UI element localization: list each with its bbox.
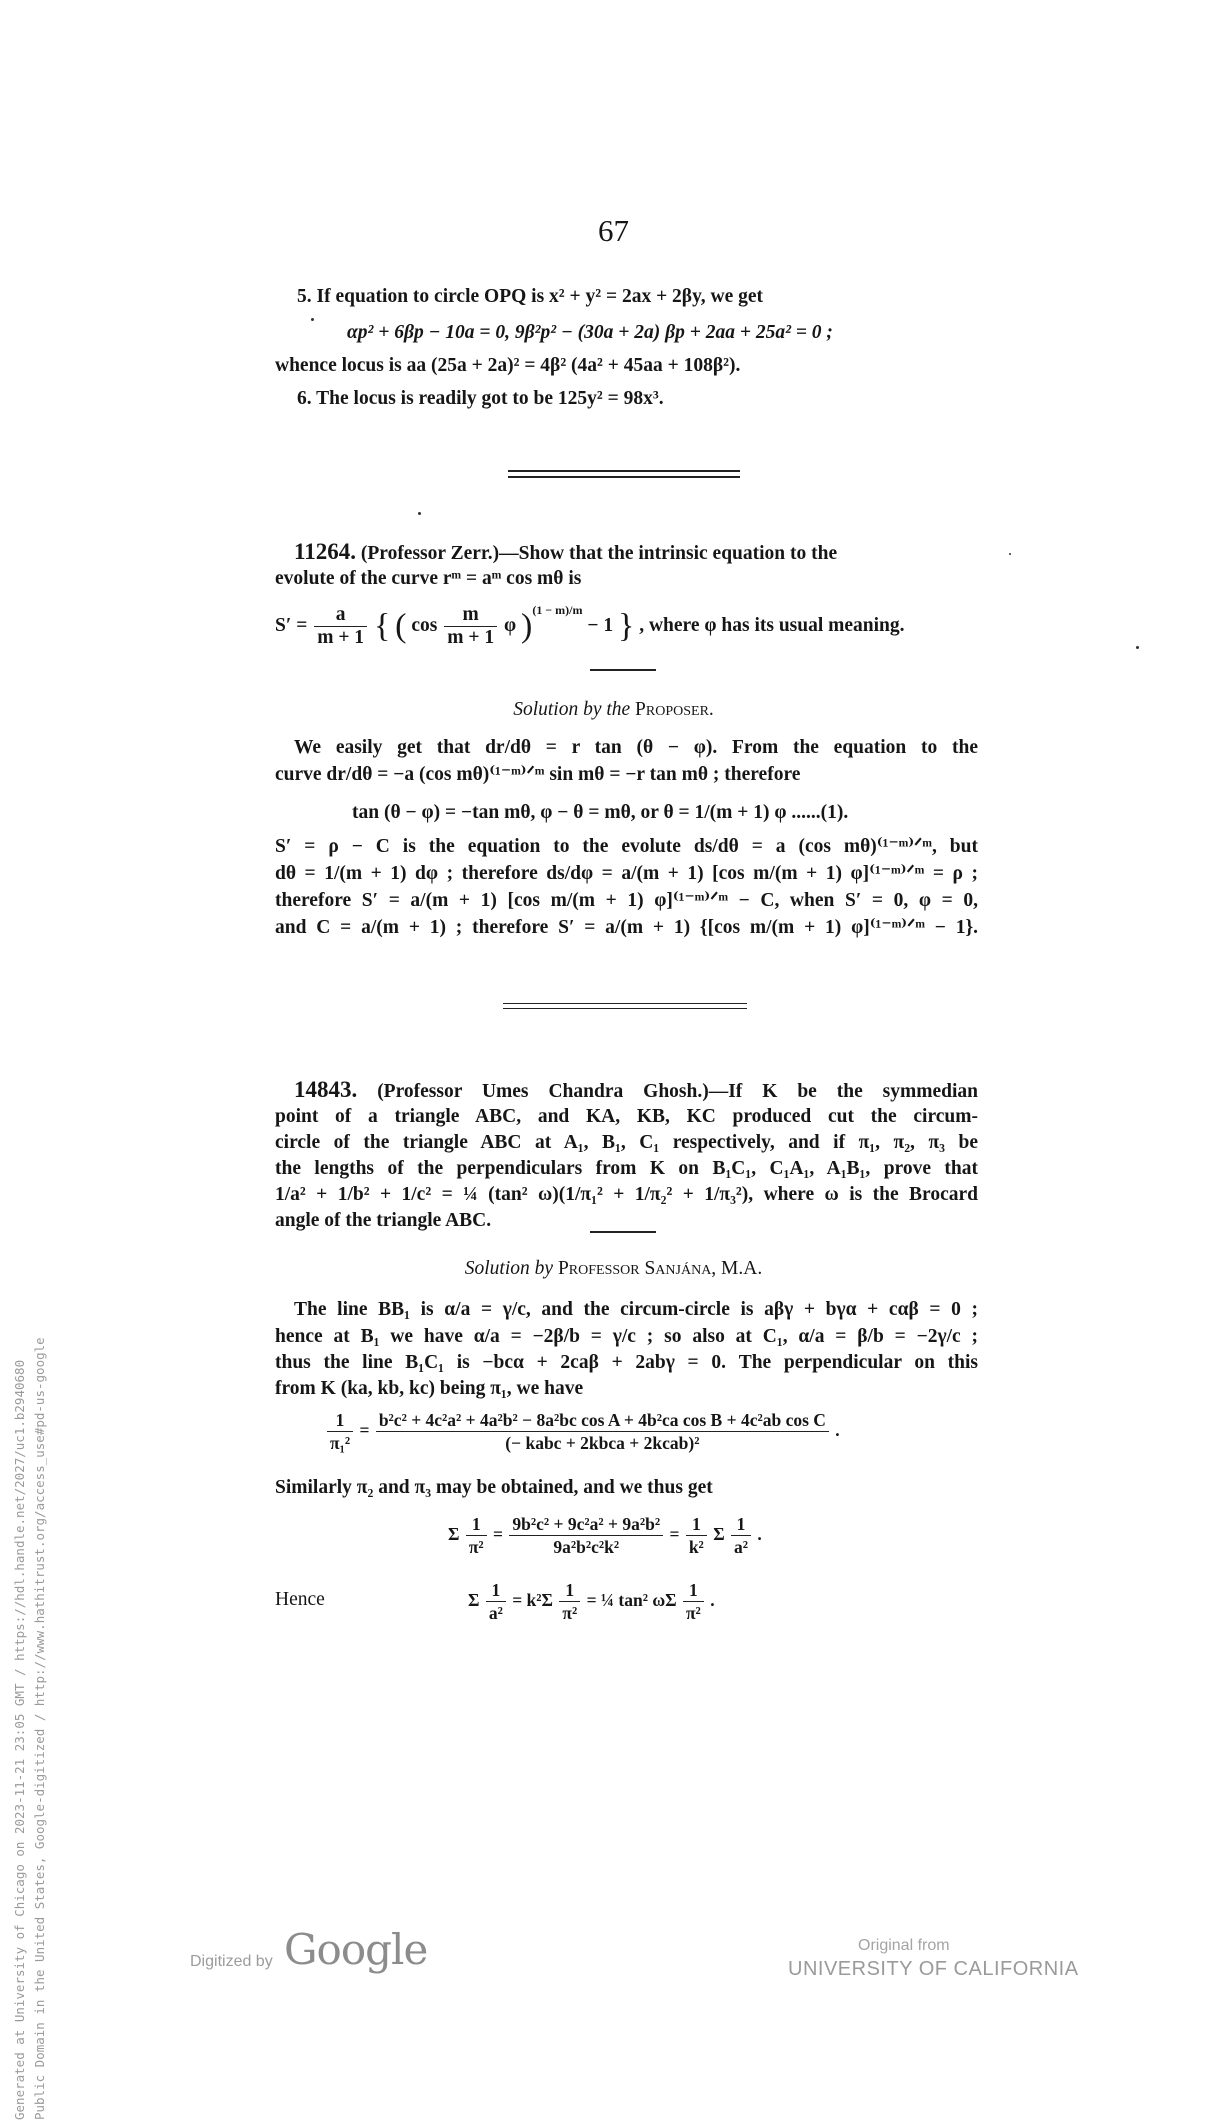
side-watermark-line-2: Public Domain in the United States, Google-digitized / http://www.hathitrust.org/access_use#pd-us-google	[32, 1337, 47, 2120]
left-paren: (	[395, 607, 407, 645]
solution-11264-line-1: We easily get that dr/dθ = r tan (θ − φ). From the equation to the	[294, 737, 978, 758]
top-line-4: 6. The locus is readily got to be 125y² = 98x³.	[297, 388, 664, 409]
problem-14843-text-1: (Professor Umes Chandra Ghosh.)—If K be the symmedian	[377, 1081, 979, 1102]
eq1-lhs	[327, 1409, 353, 1454]
solution-14843-line-4: from K (ka, kb, kc) being π₁, we have	[275, 1378, 584, 1399]
problem-number-14843: 14843.	[294, 1077, 358, 1102]
eq2-f3-den: k²	[688, 1537, 704, 1558]
solution-14843-line-5: Similarly π₂ and π₃ may be obtained, and we thus get	[275, 1477, 713, 1498]
problem-14843-line-5: 1/a² + 1/b² + 1/c² = ¼ (tan² ω)(1/π₁² + 1/π₂² + 1/π₃²), where ω is the Brocard	[275, 1184, 978, 1205]
sum-equation	[448, 1512, 762, 1558]
section-rule-2b	[503, 1008, 747, 1009]
solution-11264-line-7: and C = a/(m + 1) ; therefore S′ = a/(m + 1) {[cos m/(m + 1) φ]⁽¹⁻ᵐ⁾ᐟᵐ − 1}.	[275, 917, 978, 938]
eq1-lhs-den: π₁²	[330, 1433, 351, 1454]
solution-14843-line-2: hence at B₁ we have α/a = −2β/b = γ/c ; so also at C₁, α/a = β/b = −2γ/c ;	[275, 1326, 978, 1347]
problem-14843-line-3: circle of the triangle ABC at A₁, B₁, C₁ respectively, and if π₁, π₂, π₃ be	[275, 1132, 978, 1153]
eq-inner-num: m	[444, 604, 497, 627]
problem-14843-line-6: angle of the triangle ABC.	[275, 1210, 492, 1231]
solution-heading-11264	[0, 697, 1227, 723]
short-rule-2	[590, 1231, 656, 1233]
eq1-equals: =	[359, 1420, 370, 1440]
eq2-f1-den: π²	[468, 1537, 484, 1558]
solution-heading-14843	[0, 1256, 1227, 1282]
eq2-f1	[466, 1513, 487, 1558]
problem-14843-line-2: point of a triangle ABC, and KA, KB, KC produced cut the circum-	[275, 1106, 978, 1127]
eq3-f1	[486, 1579, 506, 1624]
perpendicular-equation	[325, 1408, 840, 1454]
eq1-rhs	[376, 1409, 829, 1454]
problem-14843-line-4: the lengths of the perpendiculars from K on B₁C₁, C₁A₁, A₁B₁, prove that	[275, 1158, 978, 1179]
eq-inner-den: m + 1	[447, 627, 495, 649]
google-logo: Google	[284, 1925, 428, 1974]
eq-minus-one: − 1	[587, 615, 614, 636]
eq2-f4	[731, 1513, 751, 1558]
eq1-period: .	[835, 1420, 840, 1440]
left-brace: {	[373, 607, 391, 645]
sigma-symbol: Σ	[713, 1524, 725, 1544]
right-paren: )	[521, 607, 533, 645]
sigma-symbol: Σ	[448, 1524, 460, 1544]
problem-11264-line-1	[294, 539, 978, 567]
eq1-rhs-den: (− kabc + 2kbca + 2kcab)²	[505, 1433, 700, 1454]
eq3-tan: = ¼ tan² ωΣ	[586, 1590, 677, 1610]
ink-dot	[1136, 646, 1139, 649]
eq-exponent: (1 − m)/m	[532, 602, 583, 617]
solution-author: Professor Sanjána, M.A.	[557, 1258, 763, 1279]
hathitrust-side-watermark	[10, 1120, 50, 2120]
ink-dot	[311, 318, 314, 321]
sigma-symbol: Σ	[468, 1590, 480, 1610]
eq2-f3-num: 1	[686, 1513, 707, 1536]
eq-lhs: S′ =	[275, 615, 308, 636]
problem-14843-line-1	[294, 1077, 978, 1105]
solution-11264-line-6: therefore S′ = a/(m + 1) [cos m/(m + 1) φ]⁽¹⁻ᵐ⁾ᐟᵐ − C, when S′ = 0, φ = 0,	[275, 890, 978, 911]
eq2-f1-num: 1	[466, 1513, 487, 1536]
solution-author: Proposer.	[635, 699, 714, 720]
eq3-f3-num: 1	[683, 1579, 704, 1602]
intrinsic-equation	[275, 604, 905, 658]
original-from-label: Original from	[858, 1937, 950, 1954]
solution-11264-line-5: dθ = 1/(m + 1) dφ ; therefore ds/dφ = a/(m + 1) [cos m/(m + 1) φ]⁽¹⁻ᵐ⁾ᐟᵐ = ρ ;	[275, 863, 978, 884]
problem-number-11264: 11264.	[294, 539, 356, 564]
solution-11264-line-3: tan (θ − φ) = −tan mθ, φ − θ = mθ, or θ = 1/(m + 1) φ ......(1).	[352, 802, 849, 823]
eq3-f3-den: π²	[685, 1603, 701, 1624]
section-rule-2	[503, 1003, 747, 1004]
hence-label: Hence	[275, 1589, 325, 1610]
eq1-lhs-num: 1	[327, 1409, 353, 1432]
eq3-f1-den: a²	[488, 1603, 503, 1624]
eq-fraction	[314, 604, 367, 649]
eq-tail: , where φ has its usual meaning.	[639, 615, 905, 636]
solution-label: Solution by	[464, 1258, 554, 1279]
eq2-f4-num: 1	[731, 1513, 751, 1536]
section-rule-1b	[508, 476, 740, 478]
eq3-f2	[559, 1579, 580, 1624]
eq2-period: .	[757, 1524, 762, 1544]
top-line-1: 5. If equation to circle OPQ is x² + y² = 2ax + 2βy, we get	[297, 286, 764, 307]
section-rule-1	[508, 470, 740, 472]
ink-dot	[418, 512, 421, 515]
eq-cos: cos	[411, 615, 438, 636]
eq-phi: φ	[503, 615, 517, 636]
eq2-f4-den: a²	[734, 1537, 749, 1558]
eq-fraction-den: m + 1	[317, 627, 365, 649]
eq3-period: .	[710, 1590, 715, 1610]
eq2-f2	[509, 1513, 663, 1558]
eq3-f2-den: π²	[562, 1603, 578, 1624]
problem-11264-text-1: (Professor Zerr.)—Show that the intrinsic equation to the	[360, 543, 838, 564]
eq2-f3	[686, 1513, 707, 1558]
eq1-rhs-num: b²c² + 4c²a² + 4a²b² − 8a²bc cos A + 4b²ca cos B + 4c²ab cos C	[376, 1409, 829, 1432]
eq-inner-fraction	[444, 604, 497, 649]
eq3-middle: = k²Σ	[512, 1590, 553, 1610]
solution-14843-line-3: thus the line B₁C₁ is −bcα + 2caβ + 2abγ = 0. The perpendicular on this	[275, 1352, 978, 1373]
top-line-3: whence locus is aa (25a + 2a)² = 4β² (4a² + 45aa + 108β²).	[275, 355, 741, 376]
eq2-equals-1: =	[493, 1524, 504, 1544]
ink-dot	[1009, 553, 1011, 555]
short-rule	[590, 669, 656, 671]
right-brace: }	[617, 607, 635, 645]
solution-11264-line-2: curve dr/dθ = −a (cos mθ)⁽¹⁻ᵐ⁾ᐟᵐ sin mθ = −r tan mθ ; therefore	[275, 764, 801, 785]
solution-label: Solution by the	[513, 699, 631, 720]
eq2-equals-2: =	[669, 1524, 680, 1544]
page-number: 67	[598, 213, 629, 248]
eq3-f2-num: 1	[559, 1579, 580, 1602]
eq2-f2-num: 9b²c² + 9c²a² + 9a²b²	[509, 1513, 663, 1536]
eq2-f2-den: 9a²b²c²k²	[553, 1537, 620, 1558]
top-line-2: αp² + 6βp − 10a = 0, 9β²p² − (30a + 2a) βp + 2aa + 25a² = 0 ;	[347, 322, 833, 343]
solution-14843-line-1: The line BB₁ is α/a = γ/c, and the circum-circle is aβγ + bγα + cαβ = 0 ;	[294, 1299, 978, 1320]
problem-11264-line-2: evolute of the curve rᵐ = aᵐ cos mθ is	[275, 568, 582, 589]
eq3-f3	[683, 1579, 704, 1624]
solution-11264-line-4: S′ = ρ − C is the equation to the evolute ds/dθ = a (cos mθ)⁽¹⁻ᵐ⁾ᐟᵐ, but	[275, 836, 978, 857]
eq-fraction-num: a	[314, 604, 367, 627]
digitized-by-label: Digitized by	[190, 1953, 273, 1970]
eq3-f1-num: 1	[486, 1579, 506, 1602]
side-watermark-line-1: Generated at University of Chicago on 2023-11-21 23:05 GMT / https://hdl.handle.net/2027/uc1.b2940680	[12, 1359, 27, 2120]
institution-label: UNIVERSITY OF CALIFORNIA	[788, 1958, 1079, 1980]
final-equation	[468, 1578, 715, 1624]
